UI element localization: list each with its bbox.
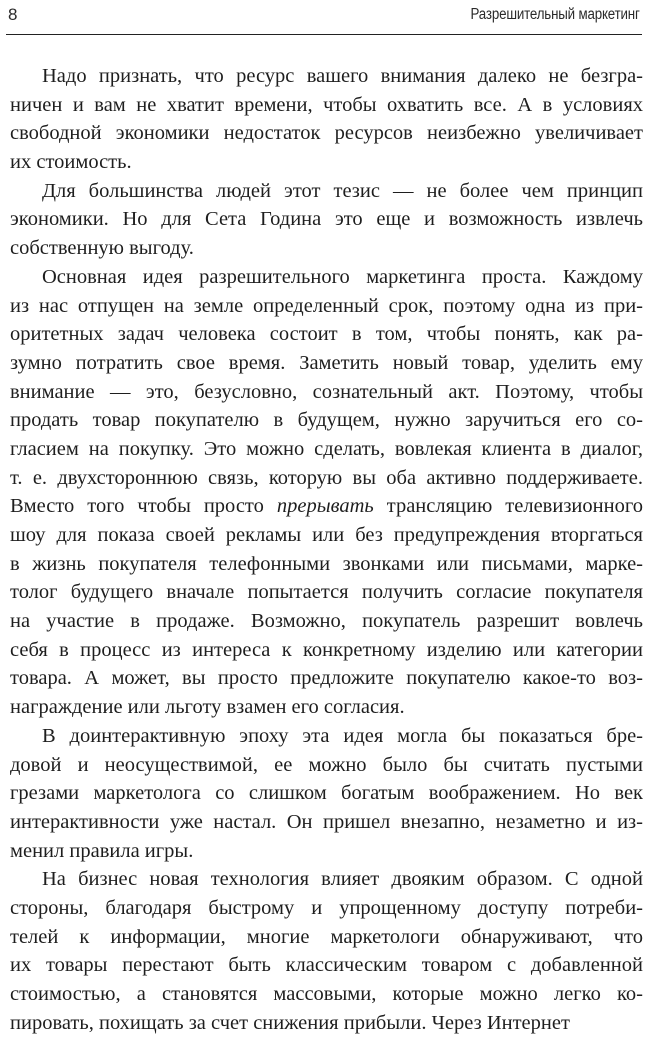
text-line: в жизнь покупателя телефонными звонками или письмами, марке- [10, 552, 643, 575]
running-header [6, 0, 642, 35]
text-line: оритетных задач человека состоит в том, чтобы понять, как ра- [10, 323, 643, 346]
text-line: Надо признать, что ресурс вашего внимания далеко не безгра- [42, 65, 643, 87]
text-line [10, 492, 643, 521]
text-line: довой и неосуществимой, ее можно было бы считать пустыми [10, 753, 643, 776]
paragraph [10, 62, 643, 177]
text-line: их товары перестают быть классическим товаром с добавленной [10, 954, 643, 977]
text-line: на участие в продаже. Возможно, покупатель разрешит вовлечь [10, 610, 643, 633]
text-line: интерактивности уже настал. Он пришел внезапно, незаметно и из- [10, 810, 643, 833]
paragraph [10, 263, 643, 722]
text-line: товара. А может, вы просто предложите покупателю какое-то воз- [10, 667, 643, 690]
paragraph [10, 177, 643, 263]
text-line: Для большинства людей этот тезис — не более чем принцип [42, 179, 643, 202]
body-text [10, 62, 643, 1037]
text-line: Основная идея разрешительного маркетинга проста. Каждому [42, 265, 643, 288]
text-line: На бизнес новая технология влияет двояким образом. С одной [42, 868, 643, 891]
paragraph [10, 865, 643, 1037]
text-line: себя в процесс из интереса к конкретному изделию или категории [10, 638, 643, 661]
text-line: стоимостью, а становятся массовыми, которые можно легко ко- [10, 983, 643, 1005]
text-line: менил правила игры. [10, 839, 194, 862]
text-line: экономики. Но для Сета Година это еще и возможность извлечь [10, 208, 643, 231]
text-line: т. е. двухстороннюю связь, которую вы оба активно поддерживаете. [10, 466, 643, 489]
text-line: их стоимость. [10, 151, 132, 174]
text-line: шоу для показа своей рекламы или без предупреждения вторгаться [10, 524, 643, 546]
text-line: стороны, благодаря быстрому и упрощенному доступу потреби- [10, 896, 643, 919]
text-segment: трансляцию телевизионного [373, 495, 643, 518]
text-line: гласием на покупку. Это можно сделать, вовлекая клиента в диалог, [10, 437, 643, 460]
text-line: награждение или льготу взамен его согласия. [10, 696, 405, 719]
text-line: собственную выгоду. [10, 237, 194, 260]
text-line: грезами маркетолога со слишком богатым воображением. Но век [10, 782, 643, 805]
emphasis-text: прерывать [276, 495, 374, 518]
text-line: зумно потратить свое время. Заметить новый товар, уделить ему [10, 351, 643, 374]
text-line: ничен и вам не хватит времени, чтобы охватить все. А в условиях [10, 93, 643, 116]
text-line: телей к информации, многие маркетологи обнаруживают, что [10, 925, 643, 948]
page-number: 8 [8, 5, 18, 24]
text-line: пировать, похищать за счет снижения прибыли. Через Интернет [10, 1011, 570, 1034]
text-line: из нас отпущен на земле определенный срок, поэтому одна из при- [10, 294, 643, 317]
text-line: свободной экономики недостаток ресурсов неизбежно увеличивает [10, 122, 643, 145]
text-line: В доинтерактивную эпоху эта идея могла бы показаться бре- [42, 724, 643, 747]
text-line: внимание — это, безусловно, сознательный акт. Поэтому, чтобы [10, 380, 643, 403]
running-title: Разрешительный маркетинг [470, 6, 640, 23]
paragraph [10, 722, 643, 865]
text-segment: Вместо того чтобы просто [10, 495, 277, 518]
text-line: продать товар покупателю в будущем, нужно заручиться его со- [10, 409, 643, 432]
text-line: толог будущего вначале попытается получить согласие покупателя [10, 581, 643, 604]
